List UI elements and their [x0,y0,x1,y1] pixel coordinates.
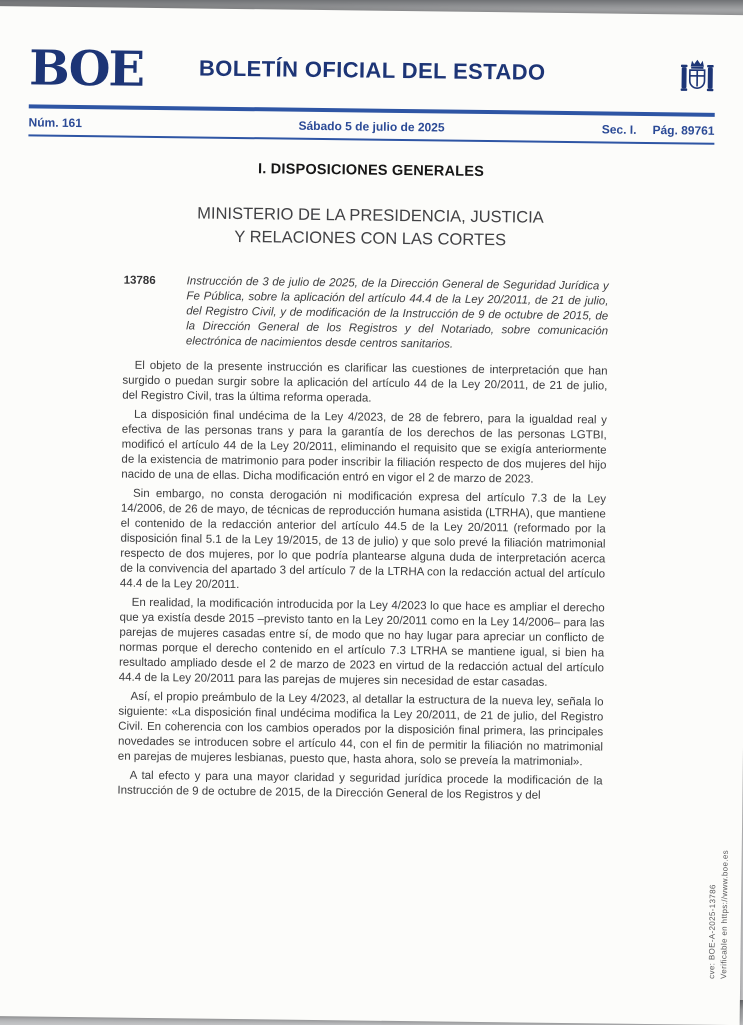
boe-logo: BOE [28,40,144,98]
document-body [117,359,607,805]
ministry-line-1: MINISTERIO DE LA PRESIDENCIA, JUSTICIA [197,204,544,227]
section-heading: I. DISPOSICIONES GENERALES [257,161,485,180]
paragraph: Sin embargo, no consta derogación ni modificación expresa del artículo 7.3 de la Ley 14/2006, de 26 de mayo, de técnicas de reproducción humana asistida (LTRHA), que mantiene el contenido de la redacción anterior del artículo 44.5 de la Ley 20/2011 (reformado por la disposición final 5.1 de la Ley 19/2015, de 13 de julio) y que solo prevé la filiación matrimonial respecto de dos mujeres, por lo que podría plantearse alguna duda de interpretación acerca de la convivencia del apartado 3 del artículo 7 de la LTRHA con la redacción actual del artículo 44.4 de la Ley 20/2011. [119,487,607,592]
paragraph: El objeto de la presente instrucción es clarificar las cuestiones de interpretación que han surgido o puedan surgir sobre la aplicación del artículo 44 de la Ley 20/2011, de 21 de julio, del Registro Civil, tras la última reforma operada. [122,359,608,405]
section-page-ref [543,122,715,138]
document-column [117,274,608,805]
verification-url: Verificable en https://www.boe.es [719,849,730,980]
paragraph: La disposición final undécima de la Ley 4/2023, de 28 de febrero, para la igualdad real y efectiva de las personas trans y para la garantía de los derechos de las personas LGTBI, modificó el artículo 44 de la Ley 20/2011, eliminando el requisito que se exigía anteriormente de la existencia de matrimonio para poder inscribir la filiación respecto de dos mujeres del hijo nacido de una de ellas. Dicha modificación entró en vigor el 2 de marzo de 2023. [121,408,608,486]
cve-code: cve: BOE-A-2025-13786 [707,884,718,979]
paragraph: Así, el propio preámbulo de la Ley 4/2023, al detallar la estructura de la nueva ley, señala lo siguiente: «La disposición final undécima modifica la Ley 20/2011, de 21 de julio, del Registro Civil. En coherencia con los cambios operados por la disposición final primera, las principales novedades se introducen sobre el artículo 44, con el fin de permitir la filiación no matrimonial en parejas de mujeres lesbianas, puesto que, hasta ahora, solo se preveía la matrimonial». [117,690,604,769]
issue-date: Sábado 5 de julio de 2025 [298,118,445,135]
ministry-heading [27,200,714,255]
issue-number: Núm. 161 [28,115,83,131]
verification-strip [707,850,730,979]
page-ref: Pág. 89761 [652,123,715,138]
masthead-rule [29,104,715,116]
ministry-line-2: Y RELACIONES CON LAS CORTES [234,228,507,250]
masthead-title: BOLETÍN OFICIAL DEL ESTADO [198,55,546,85]
paragraph: A tal efecto y para una mayor claridad y seguridad jurídica procede la modificación de la Instrucción de 9 de octubre de 2015, de la Dirección General de los Registros y del [117,769,603,802]
document-page [0,6,743,1025]
paragraph: En realidad, la modificación introducida por la Ley 4/2023 lo que hace es ampliar el derecho que ya existía desde 2015 –previsto tanto en la Ley 20/2011 como en la Ley 14/2006– para las parejas de mujeres casadas entre sí, de modo que no hay lugar para apreciar un conflicto de normas porque el derecho contenido en el artículo 7.3 LTRHA se mantiene igual, si bien ha resultado ampliado desde el 2 de marzo de 2023 en virtud de la redacción actual del artículo 44.4 de la Ley 20/2011 para las parejas de mujeres sin necesidad de estar casadas. [118,596,605,690]
spanish-coat-of-arms-icon [679,55,716,98]
section-ref: Sec. I. [601,122,637,137]
document-number: 13786 [123,274,156,288]
masthead [29,40,716,104]
document-heading-row [123,274,609,355]
info-bar [28,115,714,137]
document-summary: Instrucción de 3 de julio de 2025, de la Dirección General de Seguridad Jurídica y Fe Pública, sobre la aplicación del artículo 44.4 de la Ley 20/2011, de 21 de julio, del Registro Civil, y de modificación de la Instrucción de 9 de octubre de 2015, de la Dirección General de los Registros y del Notariado, sobre comunicación electrónica de nacimientos desde centros sanitarios. [185,275,609,351]
